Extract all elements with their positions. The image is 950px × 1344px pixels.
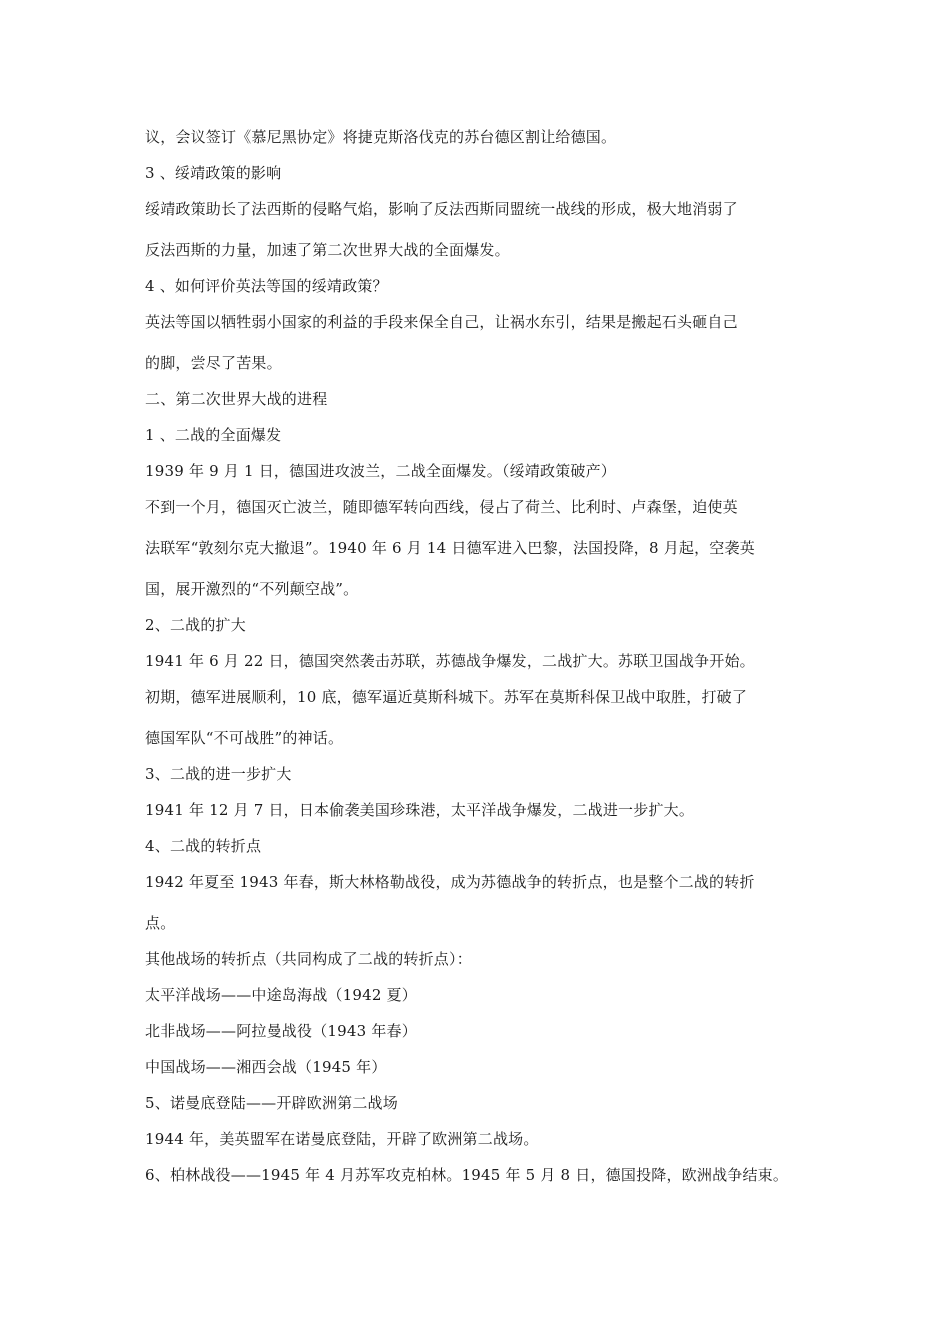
section-heading: 4 、如何评价英法等国的绥靖政策？	[145, 277, 388, 295]
text-line: 不到一个月，德国灭亡波兰，随即德军转向西线，侵占了荷兰、比利时、卢森堡，迫使英	[145, 498, 738, 516]
section-heading: 1 、二战的全面爆发	[145, 426, 282, 444]
text-line: 北非战场——阿拉曼战役（1943 年春）	[145, 1022, 417, 1040]
text-line: 1942 年夏至 1943 年春，斯大林格勒战役，成为苏德战争的转折点，也是整个二战的转折	[145, 873, 755, 891]
text-line: 国，展开激烈的“不列颠空战”。	[145, 580, 359, 598]
section-heading: 5、诺曼底登陆——开辟欧洲第二战场	[145, 1094, 398, 1112]
text-line: 议，会议签订《慕尼黑协定》将捷克斯洛伐克的苏台德区割让给德国。	[145, 128, 617, 146]
section-heading: 4、二战的转折点	[145, 837, 262, 855]
text-line: 英法等国以牺牲弱小国家的利益的手段来保全自己，让祸水东引，结果是搬起石头砸自己	[145, 313, 738, 331]
text-line: 1939 年 9 月 1 日，德国进攻波兰，二战全面爆发。（绥靖政策破产）	[145, 462, 617, 480]
text-line: 点。	[145, 914, 176, 932]
chapter-heading: 二、第二次世界大战的进程	[145, 390, 328, 408]
text-line: 中国战场——湘西会战（1945 年）	[145, 1058, 387, 1076]
text-line: 太平洋战场——中途岛海战（1942 夏）	[145, 986, 417, 1004]
text-line: 的脚，尝尽了苦果。	[145, 354, 282, 372]
text-line: 德国军队“不可战胜”的神话。	[145, 729, 344, 747]
text-line: 其他战场的转折点（共同构成了二战的转折点）：	[145, 950, 472, 968]
text-line: 初期，德军进展顺利，10 底，德军逼近莫斯科城下。苏军在莫斯科保卫战中取胜，打破了	[145, 688, 748, 706]
section-heading: 3 、绥靖政策的影响	[145, 164, 282, 182]
text-line: 1944 年，美英盟军在诺曼底登陆，开辟了欧洲第二战场。	[145, 1130, 539, 1148]
text-line: 反法西斯的力量，加速了第二次世界大战的全面爆发。	[145, 241, 510, 259]
text-line: 法联军“敦刻尔克大撤退”。1940 年 6 月 14 日德军进入巴黎，法国投降，8 月起，空袭英	[145, 539, 755, 557]
text-line: 1941 年 6 月 22 日，德国突然袭击苏联，苏德战争爆发，二战扩大。苏联卫国战争开始。	[145, 652, 755, 670]
section-heading: 6、柏林战役——1945 年 4 月苏军攻克柏林。1945 年 5 月 8 日，德国投降，欧洲战争结束。	[145, 1166, 789, 1184]
section-heading: 3、二战的进一步扩大	[145, 765, 292, 783]
text-line: 1941 年 12 月 7 日，日本偷袭美国珍珠港，太平洋战争爆发，二战进一步扩大。	[145, 801, 695, 819]
text-line: 绥靖政策助长了法西斯的侵略气焰，影响了反法西斯同盟统一战线的形成，极大地消弱了	[145, 200, 738, 218]
section-heading: 2、二战的扩大	[145, 616, 246, 634]
